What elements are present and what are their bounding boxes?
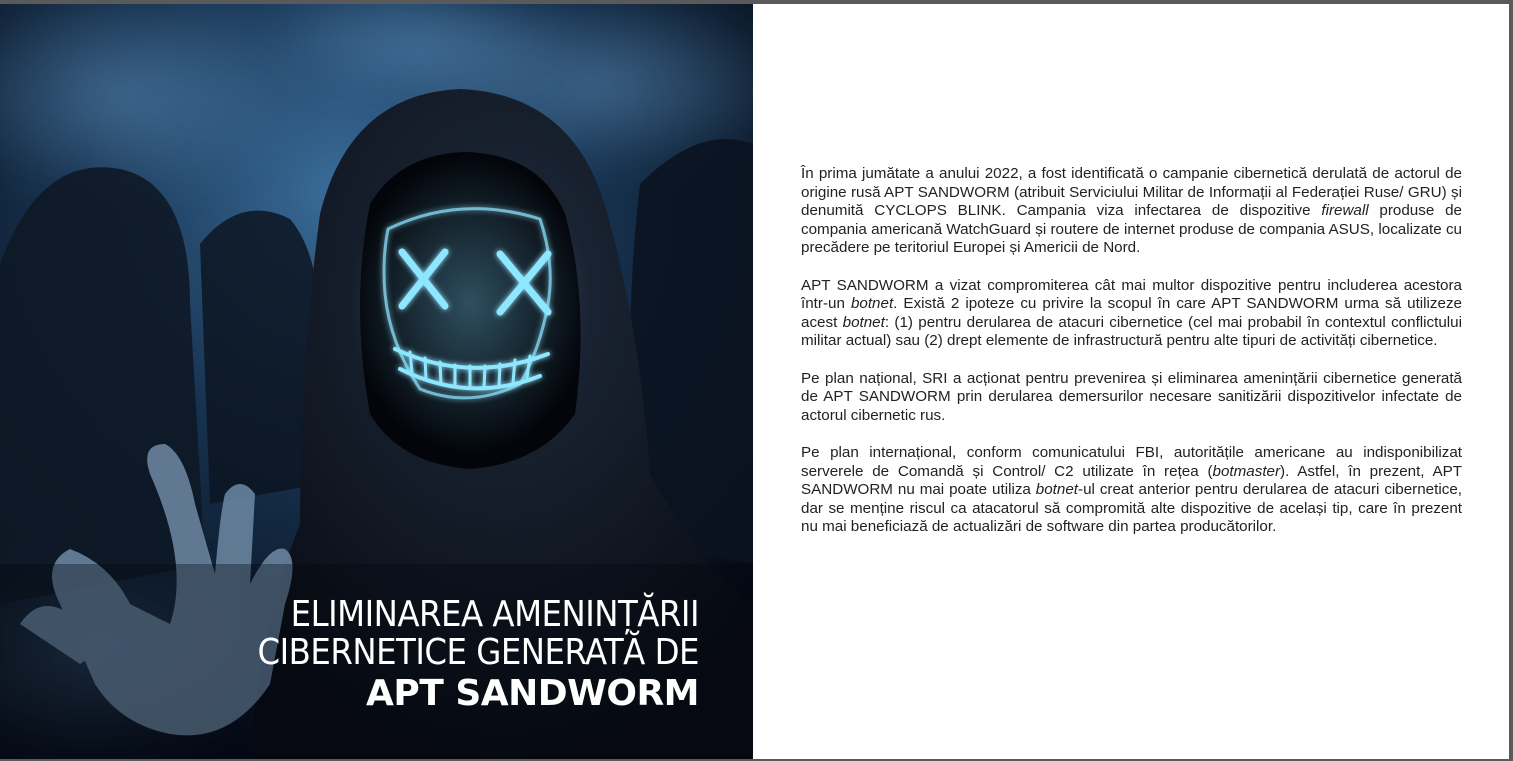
- p4-text-c: -ul creat anterior pentru derularea de atacuri cibernetice, dar se menține riscul ca atacatorul să compromită alte dispozitive de același tip, care în prezent nu mai beneficiază de actualizări de software din partea producătorilor.: [801, 481, 1462, 536]
- p1-text-b: produse de compania americană WatchGuard și routere de internet produse de compania ASUS, localizate cu precădere pe teritoriul Europei și Americii de Nord.: [801, 202, 1462, 257]
- paragraph-4: [801, 444, 1462, 537]
- body-text: [801, 165, 1462, 555]
- title-line-3: APT SANDWORM: [366, 673, 699, 714]
- cover-photo-page: [0, 4, 753, 759]
- p1-text-a: În prima jumătate a anului 2022, a fost identificată o campanie cibernetică derulată de actorul de origine rusă APT SANDWORM (atribuit Serviciului Militar de Informații al Federației Ruse/ GRU) și denumită CYCLOPS BLINK. Campania viza infectarea de dispozitive: [801, 165, 1462, 220]
- title-line-2: CIBERNETICE GENERATĂ DE: [257, 632, 699, 673]
- section-title: [258, 596, 699, 714]
- p1-italic-firewall: firewall: [1321, 202, 1369, 220]
- p2-text-a: APT SANDWORM a vizat compromiterea cât mai multor dispozitive pentru includerea acestora într-un: [801, 276, 1462, 313]
- p2-text-b: . Există 2 ipoteze cu privire la scopul în care APT SANDWORM urma să utilizeze acest: [801, 295, 1462, 331]
- p2-italic-botnet-2: botnet: [842, 313, 885, 331]
- paragraph-1: [801, 165, 1462, 258]
- p2-italic-botnet-1: botnet: [850, 295, 894, 313]
- document-spread: [0, 4, 1511, 759]
- p4-text-b: ). Astfel, în prezent, APT SANDWORM nu mai poate utiliza: [801, 462, 1462, 499]
- p3-text-a: Pe plan național, SRI a acționat pentru prevenirea și eliminarea amenințării cibernetice generată de APT SANDWORM prin derularea demersurilor necesare sanitizării dispozitivelor infectate de actorul cibernetic rus.: [801, 369, 1462, 424]
- p4-text-a: Pe plan internațional, conform comunicatului FBI, autoritățile americane au indisponibilizat serverele de Comandă și Control/ C2 utilizate în rețea (: [801, 443, 1462, 480]
- p4-italic-botmaster: botmaster: [1212, 462, 1281, 480]
- paragraph-2: [801, 277, 1462, 351]
- title-line-1: ELIMINAREA AMENINȚĂRII: [290, 594, 699, 635]
- text-page: [753, 4, 1509, 759]
- p2-text-c: : (1) pentru derularea de atacuri cibernetice (cel mai probabil în contextul conflictului militar actual) sau (2) drept elemente de infrastructură pentru alte tipuri de activități cibernetice.: [801, 313, 1462, 350]
- p4-italic-botnet: botnet: [1035, 481, 1079, 499]
- paragraph-3: [801, 370, 1462, 426]
